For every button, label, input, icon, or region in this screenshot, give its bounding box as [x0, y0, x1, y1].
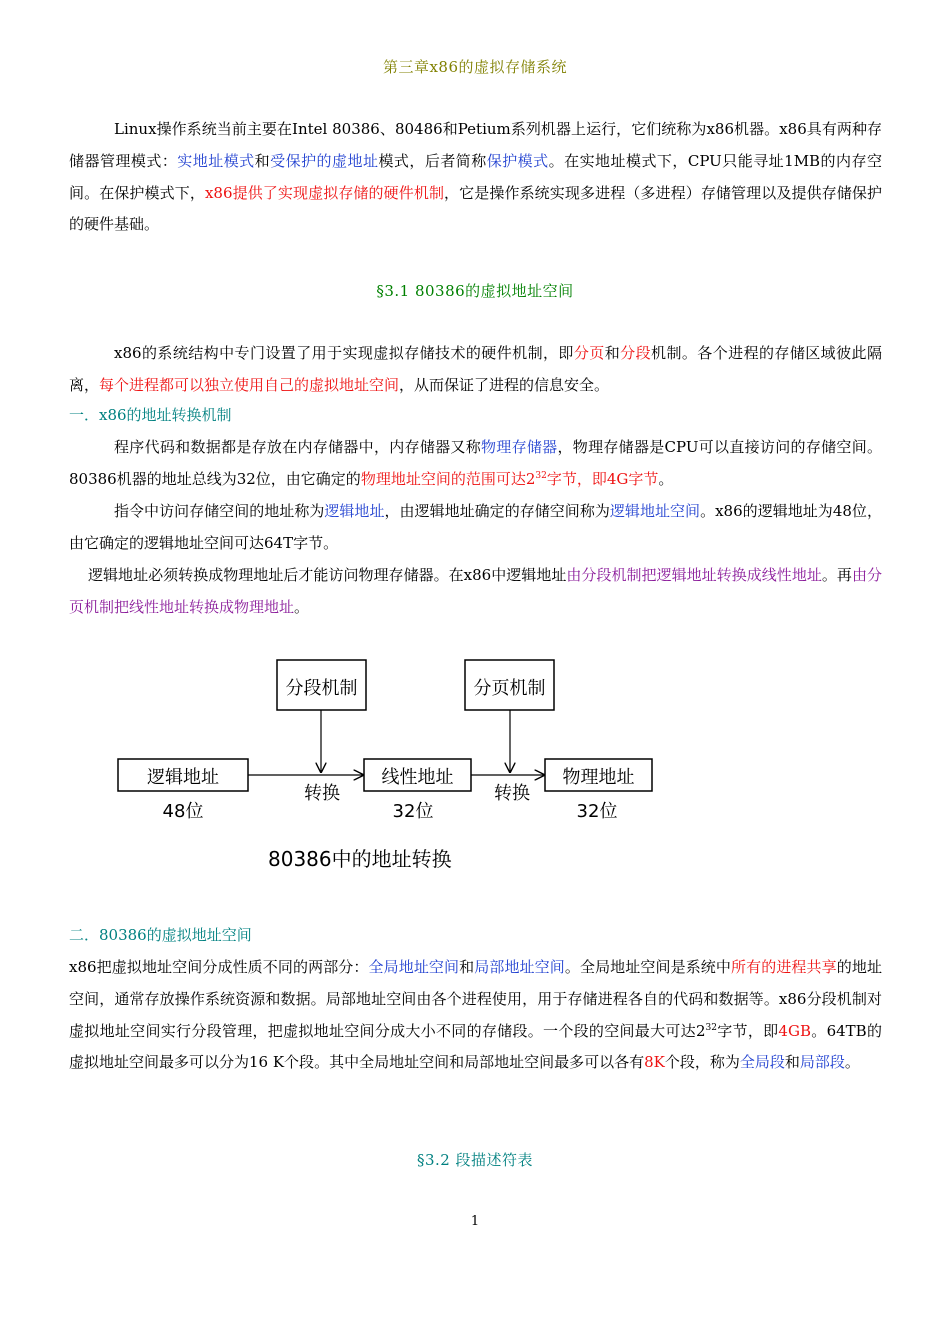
highlight: 保护模式 — [486, 151, 549, 170]
chapter-title: 第三章x86的虚拟存储系统 — [382, 58, 568, 76]
address-translation-diagram — [115, 655, 660, 880]
physical-address-label: 物理地址 — [562, 767, 635, 788]
text: 。64TB的虚拟地址空间最多可以分为16 K个段。其中全局地址空间和局部地址空间最多可以各有 — [69, 1021, 882, 1072]
section-3-1-paragraph — [69, 338, 882, 402]
highlight: 实地址模式 — [177, 151, 255, 170]
highlight: 全局地址空间 — [368, 958, 460, 976]
text: ，它是操作系统实现多进程（多进程）存储管理以及提供存储保护的硬件基础。 — [69, 183, 882, 234]
physical-bits-label: 32位 — [576, 801, 618, 822]
superscript: 32 — [535, 470, 547, 481]
logical-address-paragraph — [69, 496, 882, 560]
subsection-1-title: 一．x86的地址转换机制 — [69, 406, 232, 424]
highlight: 由分页机制把线性地址转换成物理地址 — [69, 566, 882, 616]
highlight: 分段 — [620, 344, 652, 362]
text: 和 — [604, 344, 621, 362]
text: 和 — [784, 1053, 800, 1072]
superscript: 32 — [705, 1022, 717, 1033]
convert-label-2: 转换 — [494, 783, 530, 804]
highlight: 逻辑地址 — [324, 502, 385, 520]
highlight: 8K — [644, 1053, 665, 1072]
text: 。再 — [821, 566, 852, 584]
text: 和 — [254, 151, 271, 170]
highlight: 所有的进程共享 — [731, 958, 837, 976]
text: 。在实地址模式下，CPU只能寻址1MB的内存空间。在保护模式下， — [69, 151, 882, 202]
highlight: 物理地址空间的范围可达2 — [360, 469, 536, 488]
text: 字节，即 — [716, 1021, 779, 1040]
highlight: x86提供了实现虚拟存储的硬件机制 — [204, 183, 445, 202]
text: ，物理存储器是CPU可以直接访问的存储空间。80386机器的地址总线为32位，由它确定的 — [69, 438, 882, 488]
text: 。 — [658, 469, 674, 488]
virtual-space-paragraph — [69, 952, 882, 1079]
text: 模式，后者简称 — [378, 151, 487, 170]
text: ，从而保证了进程的信息安全。 — [399, 375, 610, 394]
text: 个段，称为 — [664, 1053, 740, 1072]
highlight: 每个进程都可以独立使用自己的虚拟地址空间 — [99, 375, 400, 394]
logical-bits-label: 48位 — [162, 801, 204, 822]
highlight: 物理存储器 — [481, 438, 558, 456]
logical-address-label: 逻辑地址 — [147, 767, 219, 788]
text: 程序代码和数据都是存放在内存储器中，内存储器又称 — [114, 438, 482, 456]
text: 和 — [459, 958, 475, 976]
highlight: 局部段 — [799, 1053, 845, 1072]
text: 指令中访问存储空间的地址称为 — [114, 502, 325, 520]
highlight: 局部地址空间 — [474, 958, 565, 976]
text: 。x86的逻辑地址为48位，由它确定的逻辑地址空间可达64T字节。 — [69, 502, 882, 552]
convert-label-1: 转换 — [304, 783, 340, 804]
subsection-2-title: 二．80386的虚拟地址空间 — [69, 926, 252, 944]
text: 。全局地址空间是系统中 — [564, 958, 732, 976]
section-3-2-title: §3.2 段描述符表 — [416, 1151, 534, 1169]
highlight: 受保护的虚地址 — [270, 151, 379, 170]
text: 。 — [844, 1053, 860, 1072]
linear-bits-label: 32位 — [392, 801, 434, 822]
paging-label: 分页机制 — [473, 678, 546, 699]
highlight: 4GB — [778, 1021, 811, 1040]
text: 。 — [294, 597, 310, 616]
highlight: 逻辑地址空间 — [609, 502, 701, 520]
physical-memory-paragraph — [69, 432, 882, 496]
section-3-1-title: §3.1 80386的虚拟地址空间 — [376, 282, 574, 300]
diagram-caption: 80386中的地址转换 — [268, 847, 452, 871]
highlight: 分页 — [573, 344, 605, 362]
page-number: 1 — [470, 1214, 480, 1229]
segmentation-label: 分段机制 — [285, 678, 358, 699]
linear-address-label: 线性地址 — [381, 767, 454, 788]
conversion-paragraph — [69, 560, 882, 624]
intro-paragraph — [69, 114, 882, 241]
highlight: 全局段 — [739, 1053, 785, 1072]
text: x86的系统结构中专门设置了用于实现虚拟存储技术的硬件机制，即 — [114, 344, 574, 362]
text: x86把虚拟地址空间分成性质不同的两部分： — [69, 958, 369, 976]
text: 逻辑地址必须转换成物理地址后才能访问物理存储器。在x86中逻辑地址 — [88, 566, 567, 584]
text: ，由逻辑地址确定的存储空间称为 — [384, 502, 610, 520]
text: Linux操作系统当前主要在Intel 80386、80486和Petium系列机器上运行，它们统称为x86机器。x86具有两种存储器管理模式： — [69, 120, 882, 170]
text: 机制。各个进程的存储区域彼此隔离， — [69, 344, 882, 394]
highlight: 由分段机制把逻辑地址转换成线性地址 — [566, 566, 822, 584]
highlight: 字节，即4G字节 — [546, 469, 659, 488]
text: 的地址空间，通常存放操作系统资源和数据。局部地址空间由各个进程使用，用于存储进程各自的代码和数据等。x86分段机制对虚拟地址空间实行分段管理，把虚拟地址空间分成大小不同的存储段。一个段的空间最大可达2 — [69, 958, 882, 1040]
